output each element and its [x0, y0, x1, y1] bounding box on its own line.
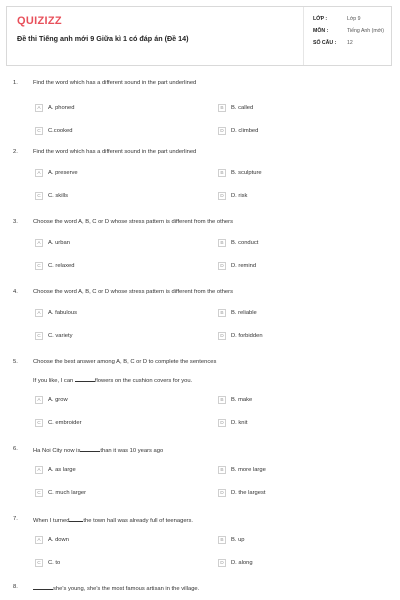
header-divider — [303, 7, 304, 65]
page-title: Đề thi Tiếng anh mới 9 Giữa kì 1 có đáp án (Đề 14) — [17, 34, 189, 43]
quizizz-logo: QUIZIZZ — [17, 15, 62, 27]
answer-blank — [80, 446, 100, 452]
worksheet-meta — [313, 16, 393, 52]
answer-blank — [33, 584, 53, 590]
answer-blank — [75, 376, 95, 382]
worksheet-header — [6, 6, 392, 66]
question-5-sentence: If you like, I can flowers on the cushion covers for you. — [33, 378, 193, 384]
meta-question-count: SỐ CÂU : 12 — [313, 40, 353, 46]
meta-subject: MÔN : Tiếng Anh (mới) — [313, 28, 384, 34]
answer-blank — [69, 516, 83, 522]
meta-class: LỚP : Lớp 9 — [313, 16, 361, 22]
